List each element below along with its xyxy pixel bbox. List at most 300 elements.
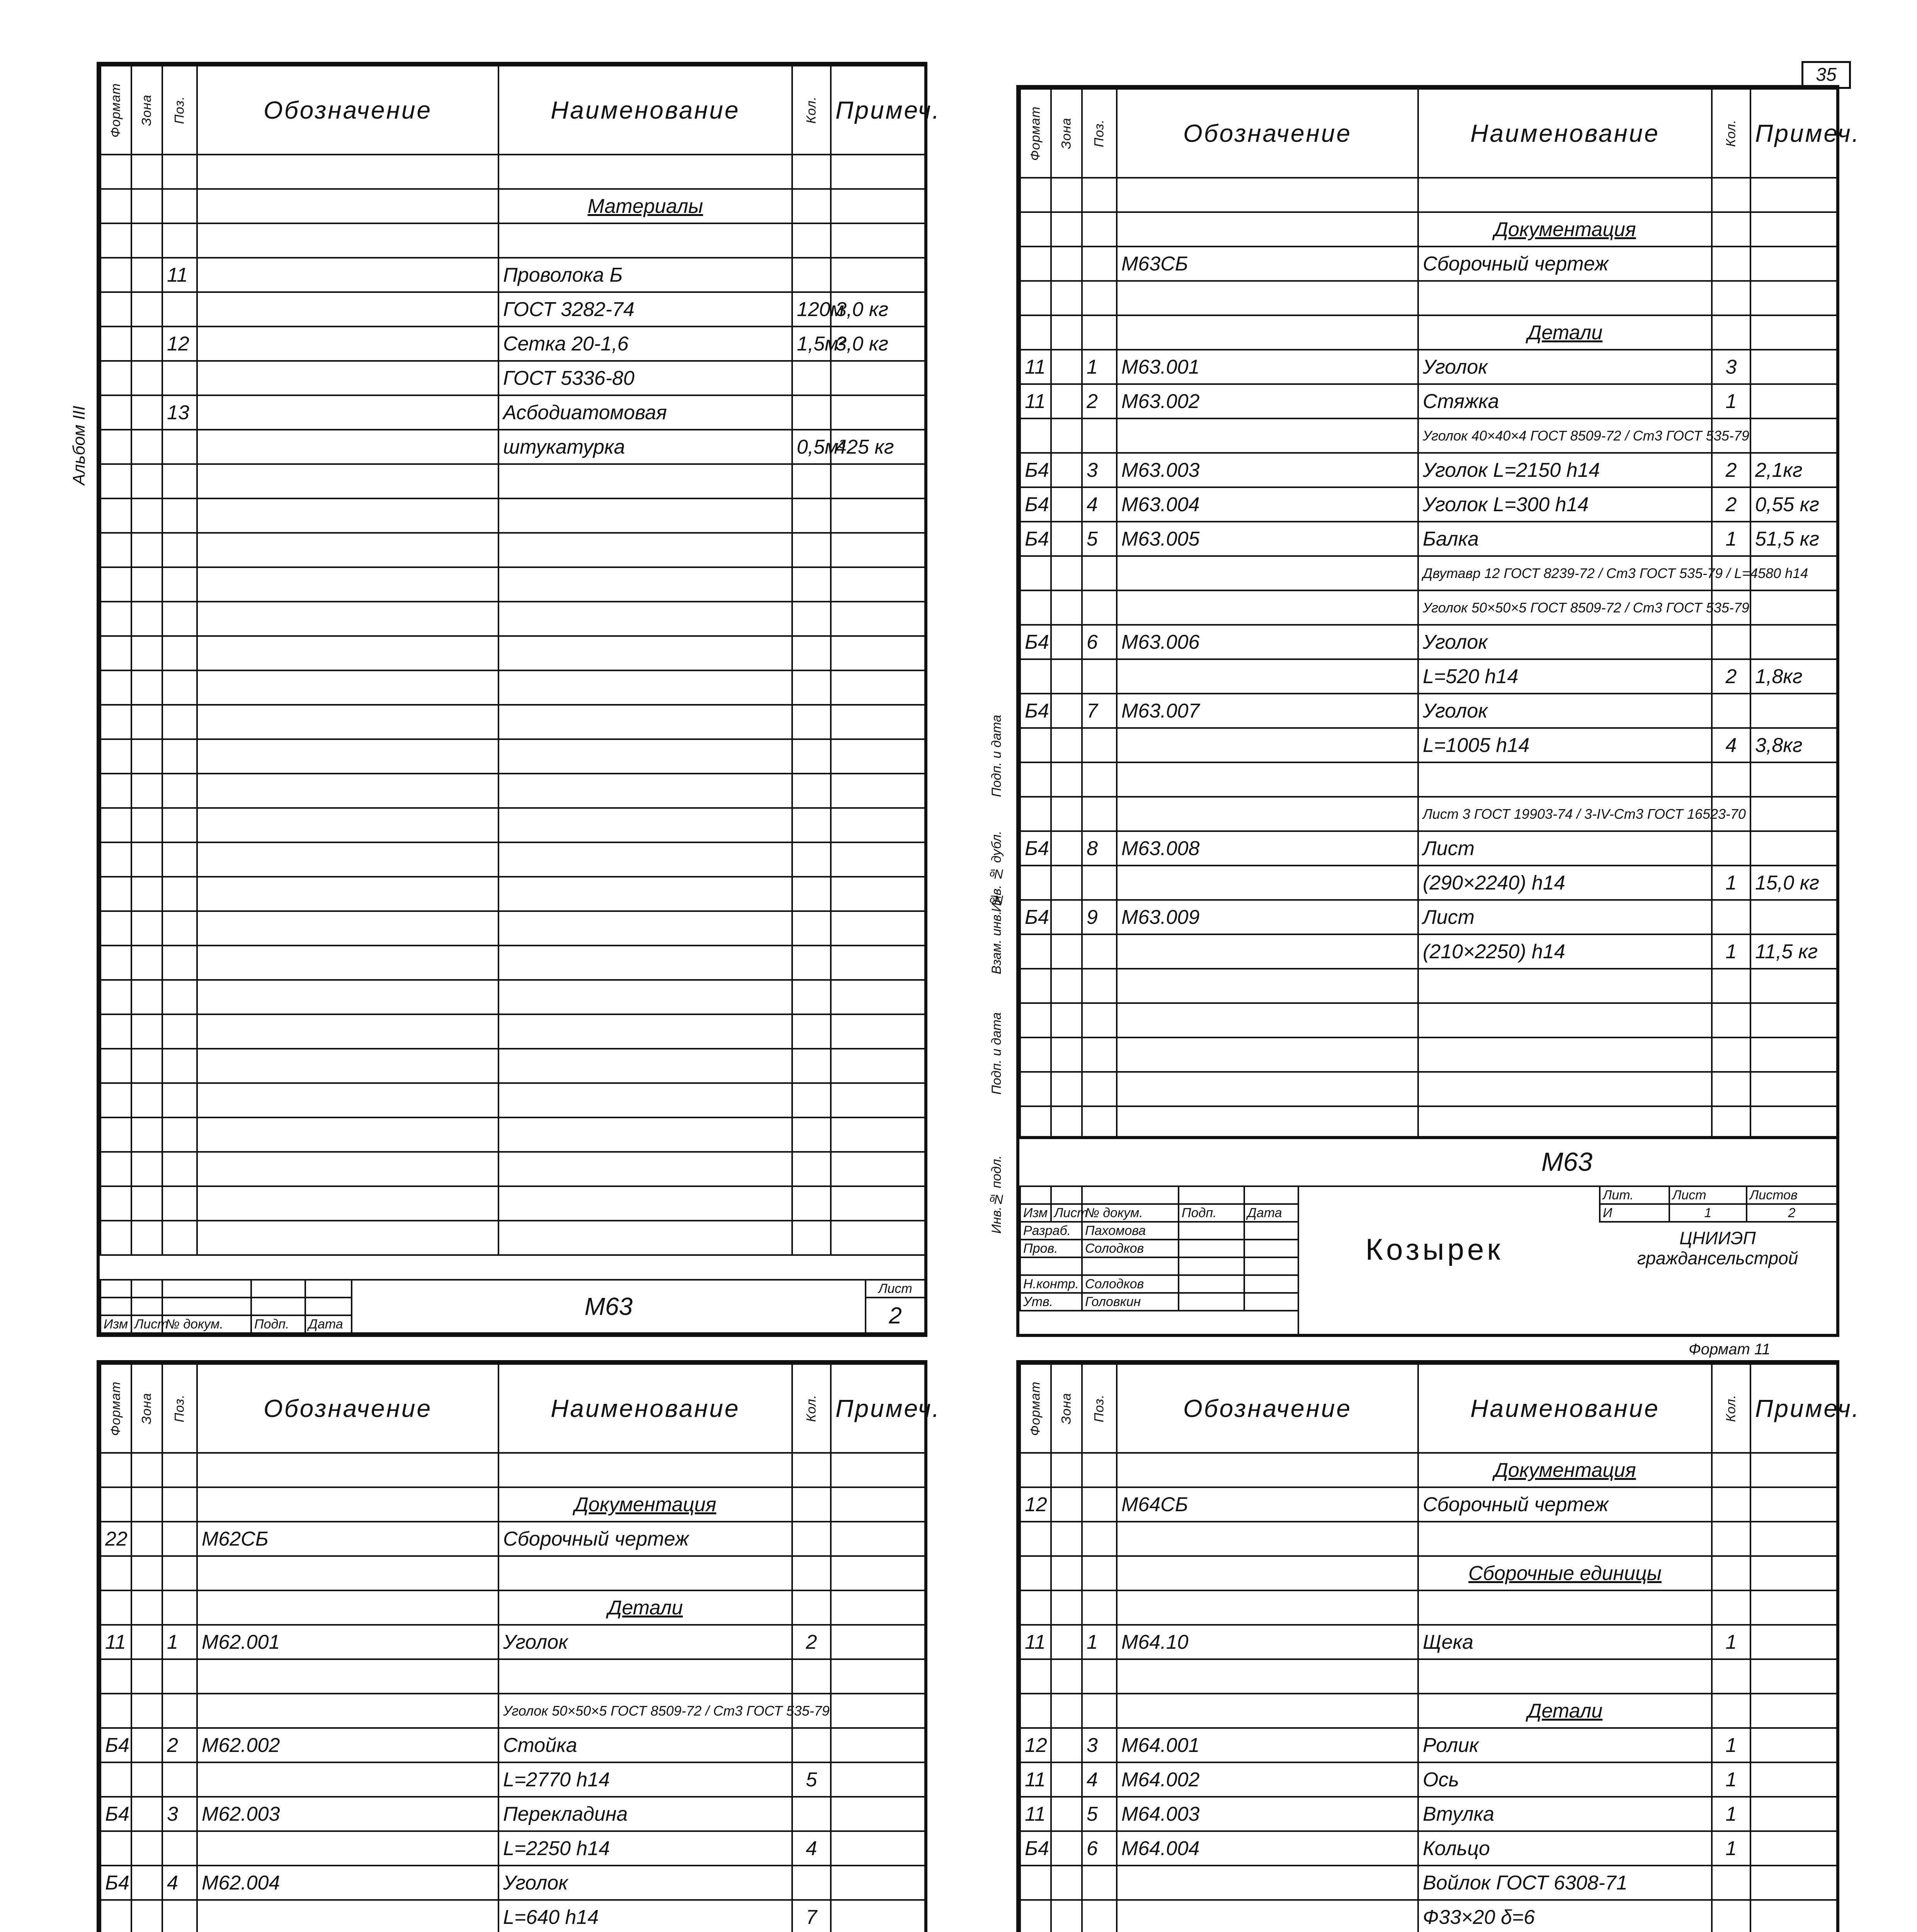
- table-cell: [197, 1694, 498, 1728]
- table-cell: Уголок L=2150 h14: [1418, 453, 1712, 487]
- table-cell: [131, 1117, 162, 1152]
- table-row: [100, 808, 925, 842]
- table-cell: [162, 498, 197, 533]
- table-cell: [792, 1659, 831, 1694]
- stamp1-izm: Изм: [100, 1315, 131, 1333]
- table-cell: 12: [1020, 1487, 1051, 1522]
- table-cell: [1750, 418, 1837, 453]
- table-cell: [1750, 1900, 1837, 1932]
- table-cell: [792, 808, 831, 842]
- header-qty: Кол.: [1712, 89, 1750, 178]
- table-cell: [1082, 418, 1117, 453]
- table-row: [100, 1014, 925, 1049]
- table-cell: [1712, 1900, 1750, 1932]
- table-cell: [1051, 1522, 1082, 1556]
- table-cell: [1117, 418, 1418, 453]
- table-cell: [792, 705, 831, 739]
- table-cell: 15,0 кг: [1750, 866, 1837, 900]
- table-cell: [498, 774, 792, 808]
- header-zone: Зона: [1051, 89, 1082, 178]
- side-label-3: Инв. № дубл.: [989, 831, 1004, 912]
- table-cell: [100, 327, 131, 361]
- table-cell: [1750, 350, 1837, 384]
- table-cell: [1712, 762, 1750, 797]
- table-cell: [162, 602, 197, 636]
- table-cell: [100, 1556, 131, 1590]
- table-cell: [1051, 1866, 1082, 1900]
- table-cell: [197, 877, 498, 911]
- table-cell: [1117, 590, 1418, 625]
- table-cell: [1750, 178, 1837, 212]
- s2-docno: № докум.: [1082, 1204, 1179, 1222]
- table-row: [1020, 1106, 1837, 1141]
- table-row: [1020, 1866, 1837, 1900]
- table-cell: Сборочный чертеж: [498, 1522, 792, 1556]
- table-cell: [1117, 556, 1418, 590]
- header-pos: Поз.: [1082, 89, 1117, 178]
- table-cell: [831, 1083, 925, 1117]
- table-cell: [1082, 728, 1117, 762]
- table-cell: [1020, 590, 1051, 625]
- table-cell: [100, 980, 131, 1014]
- table-row: [100, 464, 925, 498]
- table-cell: 4: [1082, 1762, 1117, 1797]
- table-cell: [1117, 659, 1418, 694]
- table-row: [100, 1831, 925, 1866]
- table-cell: [792, 361, 831, 395]
- table-cell: [131, 1866, 162, 1900]
- table-cell: [792, 842, 831, 877]
- table-cell: [197, 1014, 498, 1049]
- table-cell: [1418, 1106, 1712, 1141]
- table-cell: [1750, 1037, 1837, 1072]
- table-cell: [831, 1797, 925, 1831]
- table-cell: [1750, 1866, 1837, 1900]
- table-row: [1020, 762, 1837, 797]
- table-cell: [100, 842, 131, 877]
- table-cell: [1020, 247, 1051, 281]
- table-cell: Б4: [1020, 900, 1051, 934]
- table-row: [1020, 212, 1837, 247]
- table-cell: [131, 842, 162, 877]
- table-row: [100, 567, 925, 602]
- table-cell: [1712, 281, 1750, 315]
- table-cell: ГОСТ 3282-74: [498, 292, 792, 327]
- table-cell: [1020, 281, 1051, 315]
- table-cell: [1712, 1659, 1750, 1694]
- table-row: [1020, 247, 1837, 281]
- table-cell: [197, 498, 498, 533]
- table-cell: [831, 1866, 925, 1900]
- table-cell: [1750, 1556, 1837, 1590]
- table-cell: [831, 258, 925, 292]
- table-cell: Ролик: [1418, 1728, 1712, 1762]
- table-cell: Б4: [1020, 453, 1051, 487]
- table-cell: [792, 1049, 831, 1083]
- table-cell: [1082, 212, 1117, 247]
- table-cell: [1082, 866, 1117, 900]
- table-cell: [100, 1590, 131, 1625]
- table-cell: [1750, 625, 1837, 659]
- header-name: Наименование: [1418, 89, 1712, 178]
- table-cell: [498, 877, 792, 911]
- table-cell: [792, 1556, 831, 1590]
- table-cell: [197, 808, 498, 842]
- table-cell: [792, 670, 831, 705]
- table-cell: М64.003: [1117, 1797, 1418, 1831]
- table-cell: 1,8кг: [1750, 659, 1837, 694]
- table-row: [100, 430, 925, 464]
- table-cell: [1020, 1522, 1051, 1556]
- table-cell: [1082, 1003, 1117, 1037]
- table-row: [1020, 1694, 1837, 1728]
- table-cell: [1051, 1003, 1082, 1037]
- table-row: [100, 1866, 925, 1900]
- table-cell: [100, 705, 131, 739]
- table-cell: [831, 1728, 925, 1762]
- table-cell: 2: [1082, 384, 1117, 418]
- table-cell: [1051, 1487, 1082, 1522]
- table-row: [1020, 1487, 1837, 1522]
- table-cell: [792, 464, 831, 498]
- table-cell: [100, 155, 131, 189]
- table-cell: [831, 670, 925, 705]
- s2-izm: Изм: [1020, 1204, 1051, 1222]
- table-cell: [1418, 178, 1712, 212]
- table-cell: [100, 567, 131, 602]
- table-cell: [1750, 1106, 1837, 1141]
- table-cell: [1051, 350, 1082, 384]
- table-cell: 11,5 кг: [1750, 934, 1837, 969]
- sheet-4: [1016, 1360, 1861, 1932]
- table-cell: [1750, 1522, 1837, 1556]
- table-cell: [1418, 969, 1712, 1003]
- table-cell: [1082, 1866, 1117, 1900]
- table-cell: [162, 1049, 197, 1083]
- table-cell: [1051, 1694, 1082, 1728]
- sheet2-format: Формат 11: [1689, 1341, 1771, 1358]
- table-cell: [131, 498, 162, 533]
- table-cell: [1082, 178, 1117, 212]
- table-cell: 11: [1020, 350, 1051, 384]
- table-cell: [831, 498, 925, 533]
- page-number: 35: [1801, 61, 1851, 89]
- table-cell: [1117, 969, 1418, 1003]
- table-cell: [831, 1900, 925, 1932]
- table-row: [100, 1083, 925, 1117]
- table-row: [100, 498, 925, 533]
- table-cell: [831, 911, 925, 946]
- table-cell: [1051, 728, 1082, 762]
- table-cell: Уголок L=300 h14: [1418, 487, 1712, 522]
- table-cell: [1082, 1522, 1117, 1556]
- table-cell: М64.002: [1117, 1762, 1418, 1797]
- table-cell: [131, 430, 162, 464]
- table-cell: [792, 1117, 831, 1152]
- table-cell: 1: [162, 1625, 197, 1659]
- table-cell: [792, 1453, 831, 1487]
- table-cell: [162, 842, 197, 877]
- table-cell: 12: [162, 327, 197, 361]
- table-cell: [1117, 281, 1418, 315]
- header-note: Примеч.: [1750, 1364, 1837, 1453]
- table-cell: [162, 911, 197, 946]
- table-cell: [498, 842, 792, 877]
- table-cell: [831, 842, 925, 877]
- table-cell: [100, 1694, 131, 1728]
- table-cell: 4: [1712, 728, 1750, 762]
- table-cell: [1712, 625, 1750, 659]
- header-format: Формат: [100, 66, 131, 155]
- table-row: [1020, 694, 1837, 728]
- table-cell: 1,5м²: [792, 327, 831, 361]
- table-cell: [792, 877, 831, 911]
- table-row: [1020, 315, 1837, 350]
- table-cell: [131, 1083, 162, 1117]
- table-cell: [100, 1049, 131, 1083]
- table-cell: [100, 361, 131, 395]
- table-cell: 1: [1712, 866, 1750, 900]
- table-cell: [1020, 1659, 1051, 1694]
- table-cell: 8: [1082, 831, 1117, 866]
- table-cell: [131, 911, 162, 946]
- table-cell: [1750, 1659, 1837, 1694]
- table-cell: [162, 1831, 197, 1866]
- table-row: [1020, 350, 1837, 384]
- table-cell: [197, 842, 498, 877]
- table-cell: [1712, 1453, 1750, 1487]
- table-cell: [1750, 590, 1837, 625]
- table-cell: [1712, 1556, 1750, 1590]
- table-cell: 4: [792, 1831, 831, 1866]
- table-cell: [162, 1694, 197, 1728]
- table-cell: [1082, 762, 1117, 797]
- table-cell: (210×2250) h14: [1418, 934, 1712, 969]
- table-cell: Б4: [1020, 1831, 1051, 1866]
- table-cell: [1117, 1900, 1418, 1932]
- table-row: [1020, 1072, 1837, 1106]
- table-cell: 1: [1082, 350, 1117, 384]
- table-cell: [131, 155, 162, 189]
- table-cell: [1750, 1625, 1837, 1659]
- table-cell: [1750, 1694, 1837, 1728]
- table-cell: [792, 1866, 831, 1900]
- table-cell: L=2250 h14: [498, 1831, 792, 1866]
- table-cell: [131, 1625, 162, 1659]
- table-cell: М63.005: [1117, 522, 1418, 556]
- table-row: [100, 705, 925, 739]
- table-cell: [498, 1049, 792, 1083]
- s2-developer: Пахомова: [1082, 1222, 1179, 1240]
- table-cell: [1082, 1106, 1117, 1141]
- table-cell: [1082, 934, 1117, 969]
- table-cell: [831, 1762, 925, 1797]
- table-cell: [1082, 556, 1117, 590]
- sheet2-org: [1599, 1228, 1836, 1268]
- table-cell: 3: [1082, 1728, 1117, 1762]
- table-cell: Войлок ГОСТ 6308-71: [1418, 1866, 1712, 1900]
- table-cell: [100, 464, 131, 498]
- table-cell: 12: [1020, 1728, 1051, 1762]
- table-cell: [1712, 1866, 1750, 1900]
- s2-checker: Солодков: [1082, 1240, 1179, 1257]
- s2-approved: Утв.: [1020, 1293, 1082, 1311]
- table-row: [100, 1728, 925, 1762]
- table-row: [100, 361, 925, 395]
- table-cell: [131, 877, 162, 911]
- table-cell: 6: [1082, 1831, 1117, 1866]
- table-cell: М64.001: [1117, 1728, 1418, 1762]
- table-cell: [197, 189, 498, 223]
- table-row: [1020, 384, 1837, 418]
- table-cell: Стойка: [498, 1728, 792, 1762]
- table-cell: [1020, 762, 1051, 797]
- table-cell: [831, 1694, 925, 1728]
- table-row: [100, 1556, 925, 1590]
- header-pos: Поз.: [162, 66, 197, 155]
- table-cell: [131, 1487, 162, 1522]
- table-cell: L=2770 h14: [498, 1762, 792, 1797]
- header-qty: Кол.: [792, 1364, 831, 1453]
- table-cell: [1020, 1037, 1051, 1072]
- table-cell: [162, 1659, 197, 1694]
- table-cell: 7: [792, 1900, 831, 1932]
- table-cell: [197, 1083, 498, 1117]
- header-note: Примеч.: [1750, 89, 1837, 178]
- table-cell: [498, 567, 792, 602]
- table-row: [100, 1221, 925, 1255]
- header-name: Наименование: [1418, 1364, 1712, 1453]
- table-cell: [1418, 1590, 1712, 1625]
- table-cell: [1020, 797, 1051, 831]
- stamp1-docno: № докум.: [162, 1315, 251, 1333]
- s2-sheet-label: Лист: [1669, 1186, 1747, 1204]
- table-cell: [831, 1522, 925, 1556]
- table-cell: [100, 189, 131, 223]
- table-cell: [498, 739, 792, 774]
- table-cell: [1418, 1522, 1712, 1556]
- table-row: [100, 533, 925, 567]
- table-cell: [1750, 281, 1837, 315]
- table-cell: Ф33×20 δ=6: [1418, 1900, 1712, 1932]
- table-cell: [100, 395, 131, 430]
- table-row: [1020, 1453, 1837, 1487]
- table-cell: 5: [1082, 522, 1117, 556]
- s2-lit-label: Лит.: [1600, 1186, 1669, 1204]
- table-cell: 11: [1020, 1762, 1051, 1797]
- table-cell: [1051, 1831, 1082, 1866]
- table-cell: [831, 533, 925, 567]
- table-cell: [162, 636, 197, 670]
- table-cell: [162, 292, 197, 327]
- table-cell: [1750, 315, 1837, 350]
- table-cell: [1117, 1453, 1418, 1487]
- table-row: [1020, 1625, 1837, 1659]
- s2-checked: Пров.: [1020, 1240, 1082, 1257]
- table-cell: [498, 1556, 792, 1590]
- table-row: [100, 670, 925, 705]
- table-cell: [197, 1221, 498, 1255]
- table-cell: [1020, 728, 1051, 762]
- table-cell: М63.006: [1117, 625, 1418, 659]
- table-cell: [1712, 900, 1750, 934]
- side-label-1: Подп. и дата: [989, 1012, 1004, 1095]
- table-cell: [100, 1453, 131, 1487]
- table-cell: [100, 946, 131, 980]
- table-cell: [1117, 1590, 1418, 1625]
- table-row: [100, 911, 925, 946]
- table-cell: Ось: [1418, 1762, 1712, 1797]
- table-cell: [831, 189, 925, 223]
- table-cell: [498, 980, 792, 1014]
- table-cell: [131, 1522, 162, 1556]
- table-cell: [1418, 1659, 1712, 1694]
- sheet2-code: М63: [1541, 1147, 1593, 1177]
- table-cell: [831, 1186, 925, 1221]
- table-cell: [197, 1831, 498, 1866]
- table-row: [100, 223, 925, 258]
- table-cell: [197, 533, 498, 567]
- table-cell: 3,0 кг: [831, 292, 925, 327]
- table-cell: [1082, 590, 1117, 625]
- table-row: [100, 189, 925, 223]
- table-row: [100, 327, 925, 361]
- table-cell: [1750, 384, 1837, 418]
- header-note: Примеч.: [831, 1364, 925, 1453]
- side-label-2: Взам. инв. №: [989, 893, 1004, 975]
- table-cell: [1020, 1106, 1051, 1141]
- table-cell: [792, 189, 831, 223]
- table-cell: Уголок 50×50×5 ГОСТ 8509-72 / Ст3 ГОСТ 535-79: [498, 1694, 792, 1728]
- table-cell: 6: [1082, 625, 1117, 659]
- table-cell: [1117, 178, 1418, 212]
- table-cell: [831, 567, 925, 602]
- table-cell: [162, 1152, 197, 1186]
- table-cell: [1712, 831, 1750, 866]
- table-cell: [1051, 1625, 1082, 1659]
- table-cell: [1082, 1072, 1117, 1106]
- table-cell: [197, 1049, 498, 1083]
- table-cell: [792, 567, 831, 602]
- table-cell: [1051, 1072, 1082, 1106]
- table-cell: [792, 739, 831, 774]
- table-cell: [1082, 1900, 1117, 1932]
- table-cell: [1020, 934, 1051, 969]
- table-cell: [831, 1221, 925, 1255]
- table-cell: [831, 1152, 925, 1186]
- table-row: [100, 395, 925, 430]
- table-cell: [792, 980, 831, 1014]
- table-cell: [1117, 762, 1418, 797]
- table-cell: [100, 911, 131, 946]
- sheet2-titleblock: [1016, 1136, 1839, 1337]
- table-row: [1020, 625, 1837, 659]
- table-cell: [831, 395, 925, 430]
- table-cell: 11: [1020, 384, 1051, 418]
- table-row: [1020, 1762, 1837, 1797]
- table-cell: Уголок: [1418, 694, 1712, 728]
- table-cell: [831, 223, 925, 258]
- table-cell: Детали: [1418, 1694, 1712, 1728]
- s2-date: Дата: [1244, 1204, 1298, 1222]
- header-zone: Зона: [1051, 1364, 1082, 1453]
- table-cell: [131, 1049, 162, 1083]
- header-designation: Обозначение: [1117, 89, 1418, 178]
- table-cell: 51,5 кг: [1750, 522, 1837, 556]
- table-cell: 2: [1712, 487, 1750, 522]
- table-cell: 1: [1712, 1762, 1750, 1797]
- header-format: Формат: [1020, 1364, 1051, 1453]
